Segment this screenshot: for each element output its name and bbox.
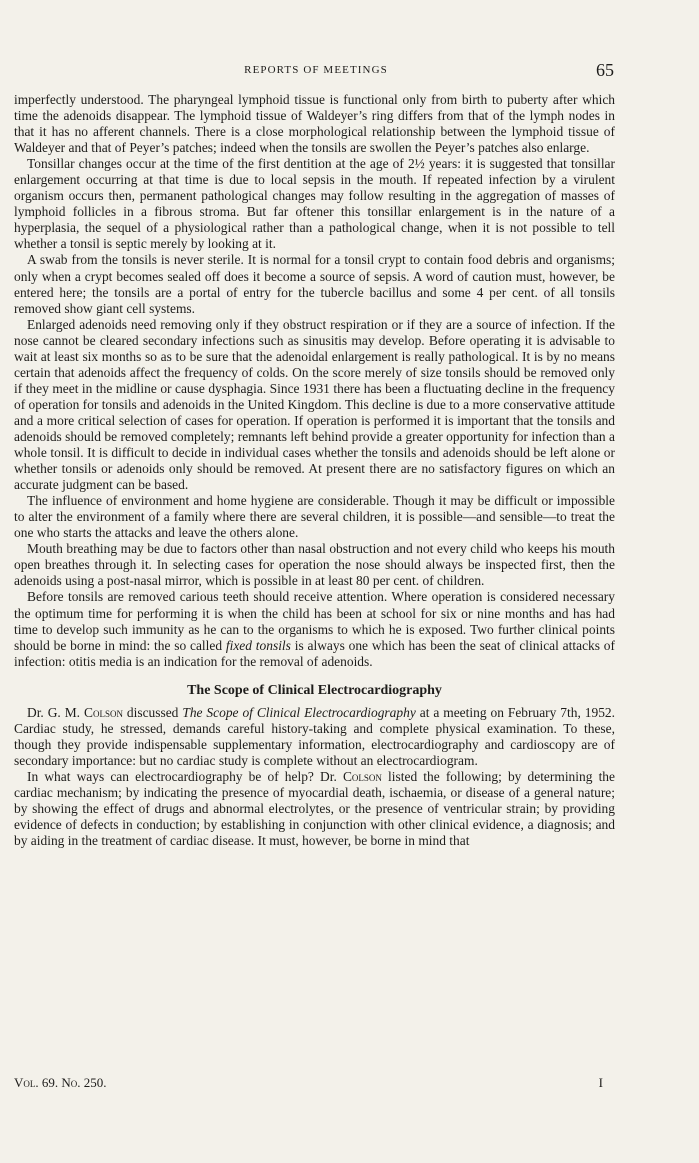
paragraph: Tonsillar changes occur at the time of the first dentition at the age of 2½ years: it is suggested that tonsillar enlargement occurring at that time is due to local sepsis in the mouth. If repeated infection by a virulent organism occurs then, permanent pathological changes may follow resulting in the aggregation of masses of lymphoid follicles in a fibrous stroma. But far oftener this tonsillar enlargement is in the nature of a hyperplasia, the sequel of a physiological rather than a pathological change, when it is not possible to tell whether a tonsil is septic merely by looking at it. xyxy=(14,156,615,252)
text-run: discussed xyxy=(122,704,183,720)
italic-title: The Scope of Clinical Electrocardiography xyxy=(182,704,416,720)
text-run: is always one which has been the seat of clinical attacks of infection: otitis media is an indication for the removal of adenoids. xyxy=(14,637,615,669)
text-run: at a meeting on February 7th, 1952. Cardiac study, he stressed, demands careful history-taking and complete physical examination. To these, though they provide indispensable supplementary information, electrocardiography and cardioscopy are of secondary importance: but no cardiac study is complete without an electrocardiogram. xyxy=(14,704,616,768)
paragraph: Enlarged adenoids need removing only if they obstruct respiration or if they are a source of infection. If the nose cannot be cleared secondary infections such as sinusitis may develop. Before operating it is advisable to wait at least six months so as to be sure that the adenoidal enlargement is really pathological. It is by no means certain that adenoids affect the frequency of colds. On the score merely of size tonsils should be removed only if they meet in the midline or cause dysphagia. Since 1931 there has been a fluctuating decline in the frequency of operation for tonsils and adenoids in the United Kingdom. This decline is due to a more conservative attitude and a more critical selection of cases for operation. If operation is performed it is important that the tonsils and adenoids should be removed completely; remnants left behind provide a greater opportunity for infection than a whole tonsil. It is difficult to decide in individual cases whether the tonsils and adenoids should be left alone or whether tonsils or adenoids only should be removed. At present there are no satisfactory figures on which an accurate judgment can be based. xyxy=(14,316,615,493)
author-name: Colson xyxy=(342,768,382,784)
paragraph xyxy=(14,705,615,769)
page-number: 65 xyxy=(596,60,614,80)
paragraph xyxy=(14,589,615,669)
text-run: Before tonsils are removed carious teeth should receive attention. Where operation is considered necessary the optimum time for performing it is when the child has been at school for six or nine months and has had time to develop such immunity as he can to the organisms to which he is exposed. Two further clinical points should be borne in mind: the so called xyxy=(14,589,615,653)
volume-line: Vol. 69. No. 250. xyxy=(14,1075,107,1090)
paragraph: Mouth breathing may be due to factors other than nasal obstruction and not every child who keeps his mouth open breathes through it. In selecting cases for operation the nose should always be inspected first, then the adenoids using a post-nasal mirror, which is possible in at least 80 per cent. of children. xyxy=(14,541,615,589)
article-body xyxy=(14,92,615,849)
text-run: listed the following; by determining the cardiac mechanism; by indicating the presence of myocardial death, ischaemia, or disease of a general nature; by showing the effect of drugs and abnormal electrolytes, or the presence of ventricular strain; by providing evidence of defects in conduction; by establishing in conjunction with other clinical evidence, a diagnosis; and by aiding in the treatment of cardiac disease. It must, however, be borne in mind that xyxy=(14,768,615,849)
page-footer xyxy=(14,1075,615,1095)
paragraph: imperfectly understood. The pharyngeal lymphoid tissue is functional only from birth to puberty after which time the adenoids disappear. The lymphoid tissue of Waldeyer’s ring differs from that of the lymph nodes in that it has no afferent channels. There is a close morphological relationship between the lymphoid tissue of Waldeyer and that of Peyer’s patches; indeed when the tonsils are swollen the Peyer’s patches also enlarge. xyxy=(14,92,615,156)
text-run: In what ways can electrocardiography be of help? Dr. xyxy=(27,768,343,784)
paragraph: The influence of environment and home hygiene are considerable. Though it may be difficult or impossible to alter the environment of a family where there are several children, it is possible—and sensible—to treat the one who starts the attacks and leave the others alone. xyxy=(14,493,615,541)
author-name: Colson xyxy=(83,704,123,720)
paragraph: A swab from the tonsils is never sterile. It is normal for a tonsil crypt to contain food debris and organisms; only when a crypt becomes sealed off does it become a source of sepsis. A word of caution must, however, be entered here; the tonsils are a portal of entry for the tubercle bacillus and some 4 per cent. of all tonsils removed show giant cell systems. xyxy=(14,252,615,316)
section-heading: The Scope of Clinical Electrocardiography xyxy=(187,682,442,698)
text-run: Dr. G. M. xyxy=(27,704,84,720)
running-title: REPORTS OF MEETINGS xyxy=(244,64,388,76)
signature-mark: I xyxy=(598,1075,603,1090)
paragraph xyxy=(14,769,615,849)
italic-term: fixed tonsils xyxy=(225,637,291,653)
running-header xyxy=(18,60,614,84)
